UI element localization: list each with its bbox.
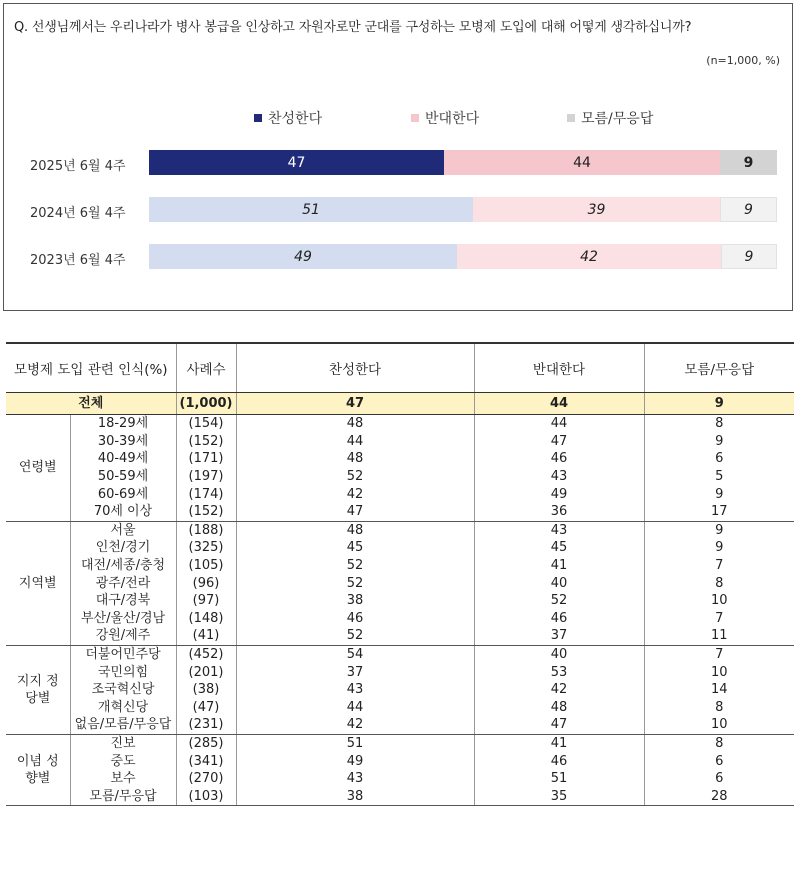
row-agree: 38 [236, 787, 474, 805]
row-oppose: 41 [474, 557, 644, 575]
row-label: 18-29세 [70, 415, 176, 433]
row-n: (174) [176, 485, 236, 503]
row-oppose: 49 [474, 485, 644, 503]
row-unknown: 8 [715, 699, 724, 715]
row-n: (201) [176, 663, 236, 681]
row-unknown: 14 [710, 682, 728, 698]
row-oppose: 45 [474, 539, 644, 557]
row-label: 부산/울산/경남 [70, 610, 176, 628]
row-n: (231) [176, 716, 236, 734]
bar-segment-oppose: 44 [444, 150, 720, 175]
row-unknown: 9 [715, 540, 724, 556]
row-agree: 43 [236, 681, 474, 699]
row-oppose: 41 [474, 734, 644, 752]
legend-item-oppose [411, 108, 479, 128]
table-row [6, 468, 794, 486]
row-oppose: 46 [474, 610, 644, 628]
row-unknown: 6 [715, 753, 724, 769]
table-row [6, 415, 794, 433]
row-unknown: 7 [715, 647, 724, 663]
row-agree: 48 [236, 415, 474, 433]
legend-item-agree [254, 108, 322, 128]
row-agree: 38 [236, 592, 474, 610]
row-agree: 44 [236, 699, 474, 717]
row-oppose: 40 [474, 574, 644, 592]
header-n: 사례수 [176, 343, 236, 393]
row-agree: 52 [236, 468, 474, 486]
row-unknown: 17 [644, 503, 794, 521]
row-label: 70세 이상 [70, 503, 176, 521]
total-agree: 47 [236, 393, 474, 415]
row-agree: 52 [236, 574, 474, 592]
row-unknown: 8 [715, 735, 724, 751]
row-n: (270) [176, 770, 236, 788]
row-label: 인천/경기 [70, 539, 176, 557]
table-row [6, 557, 794, 575]
question-text: Q. 선생님께서는 우리나라가 병사 봉급을 인상하고 자원자로만 군대를 구성하는 모병제 도입에 대해 어떻게 생각하십니까? [14, 20, 692, 35]
group-label: 지역별 [6, 521, 70, 645]
row-unknown: 11 [644, 627, 794, 645]
row-oppose: 53 [474, 663, 644, 681]
row-agree: 51 [236, 734, 474, 752]
table-row [6, 627, 794, 645]
row-agree: 54 [236, 645, 474, 663]
row-unknown: 6 [715, 451, 724, 467]
row-label: 중도 [70, 752, 176, 770]
bar-segment-unknown: 9 [721, 244, 777, 269]
row-agree: 42 [236, 716, 474, 734]
header-category: 모병제 도입 관련 인식(%) [6, 343, 176, 393]
row-label: 광주/전라 [70, 574, 176, 592]
row-label: 개혁신당 [70, 699, 176, 717]
row-label: 대전/세종/충청 [70, 557, 176, 575]
row-n: (105) [176, 557, 236, 575]
row-unknown: 9 [715, 433, 724, 449]
row-oppose: 48 [474, 699, 644, 717]
legend-label-oppose: 반대한다 [425, 111, 480, 127]
row-n: (285) [176, 734, 236, 752]
row-label: 서울 [70, 521, 176, 539]
row-unknown: 5 [715, 469, 724, 485]
table-row [6, 574, 794, 592]
row-oppose: 37 [474, 627, 644, 645]
legend-swatch-agree [254, 114, 262, 122]
row-unknown: 6 [715, 771, 724, 787]
table-row [6, 681, 794, 699]
group-label: 지지 정당별 [6, 645, 70, 734]
bar-category-label: 2023년 6월 4주 [30, 253, 126, 268]
table-row [6, 770, 794, 788]
row-oppose: 47 [474, 716, 644, 734]
row-oppose: 35 [474, 787, 644, 805]
bar-segment-oppose: 39 [473, 197, 720, 222]
row-unknown: 10 [644, 716, 794, 734]
table-row [6, 645, 794, 663]
row-unknown: 9 [715, 522, 724, 538]
row-oppose: 52 [474, 592, 644, 610]
table-row [6, 521, 794, 539]
row-label: 국민의힘 [70, 663, 176, 681]
row-agree: 47 [236, 503, 474, 521]
row-n: (148) [176, 610, 236, 628]
row-n: (103) [176, 787, 236, 805]
row-oppose: 42 [474, 681, 644, 699]
total-label: 전체 [6, 393, 176, 415]
group-label: 연령별 [6, 415, 70, 522]
table-row [6, 787, 794, 805]
row-oppose: 40 [474, 645, 644, 663]
total-n: (1,000) [176, 393, 236, 415]
row-oppose: 46 [474, 450, 644, 468]
row-unknown: 8 [715, 575, 724, 591]
header-unknown: 모름/무응답 [644, 343, 794, 393]
row-agree: 48 [236, 450, 474, 468]
row-label: 진보 [70, 734, 176, 752]
unit-note: (n=1,000, %) [706, 54, 780, 67]
row-unknown: 10 [710, 664, 728, 680]
row-n: (47) [176, 699, 236, 717]
row-n: (97) [176, 592, 236, 610]
row-oppose: 44 [474, 415, 644, 433]
table-row [6, 450, 794, 468]
table-row [6, 592, 794, 610]
legend-label-agree: 찬성한다 [268, 111, 323, 127]
row-n: (325) [176, 539, 236, 557]
bar-segment-unknown: 9 [720, 150, 777, 175]
table-row [6, 716, 794, 734]
row-n: (38) [176, 681, 236, 699]
table-row [6, 663, 794, 681]
row-agree: 44 [236, 433, 474, 451]
row-unknown: 10 [710, 593, 728, 609]
row-n: (41) [176, 627, 236, 645]
bar-segment-agree: 51 [149, 197, 473, 222]
row-unknown: 9 [715, 486, 724, 502]
row-label: 강원/제주 [70, 627, 176, 645]
group-label: 이념 성향별 [6, 734, 70, 805]
table-row [6, 752, 794, 770]
bar-segment-agree: 47 [149, 150, 444, 175]
table-header-row [6, 343, 794, 393]
legend [4, 108, 792, 128]
row-agree: 48 [236, 521, 474, 539]
bar-category-label: 2024년 6월 4주 [30, 206, 126, 221]
row-unknown: 7 [715, 558, 724, 574]
bar-segment-unknown: 9 [720, 197, 777, 222]
bar-category-label: 2025년 6월 4주 [30, 159, 126, 174]
header-oppose: 반대한다 [474, 343, 644, 393]
row-oppose: 43 [474, 468, 644, 486]
row-agree: 52 [236, 557, 474, 575]
row-agree: 49 [236, 752, 474, 770]
row-label: 모름/무응답 [70, 787, 176, 805]
row-label: 50-59세 [70, 468, 176, 486]
row-oppose: 36 [474, 503, 644, 521]
row-agree: 37 [236, 663, 474, 681]
row-label: 대구/경북 [70, 592, 176, 610]
results-table [6, 342, 794, 806]
header-agree: 찬성한다 [236, 343, 474, 393]
legend-swatch-unknown [567, 114, 575, 122]
table-row [6, 433, 794, 451]
legend-item-unknown [567, 108, 653, 128]
row-oppose: 43 [474, 521, 644, 539]
row-n: (452) [176, 645, 236, 663]
row-label: 보수 [70, 770, 176, 788]
row-n: (197) [176, 468, 236, 486]
row-agree: 45 [236, 539, 474, 557]
bar-segment-agree: 49 [149, 244, 457, 269]
row-unknown: 7 [715, 610, 724, 626]
row-n: (188) [176, 521, 236, 539]
total-unknown: 9 [644, 393, 794, 415]
row-agree: 42 [236, 485, 474, 503]
row-label: 더불어민주당 [70, 645, 176, 663]
table-row [6, 539, 794, 557]
row-agree: 43 [236, 770, 474, 788]
row-oppose: 47 [474, 433, 644, 451]
legend-swatch-oppose [411, 114, 419, 122]
row-n: (96) [176, 574, 236, 592]
table-row [6, 699, 794, 717]
row-n: (152) [176, 433, 236, 451]
row-unknown: 28 [644, 787, 794, 805]
row-oppose: 46 [474, 752, 644, 770]
row-n: (154) [176, 415, 236, 433]
row-n: (171) [176, 450, 236, 468]
row-unknown: 8 [715, 416, 724, 432]
chart-panel [3, 3, 793, 311]
legend-label-unknown: 모름/무응답 [581, 111, 654, 127]
row-n: (152) [176, 503, 236, 521]
table-row [6, 734, 794, 752]
table-row [6, 610, 794, 628]
table-row [6, 485, 794, 503]
row-label: 40-49세 [70, 450, 176, 468]
row-label: 조국혁신당 [70, 681, 176, 699]
table-row [6, 503, 794, 521]
table-row-total [6, 393, 794, 415]
row-label: 60-69세 [70, 485, 176, 503]
row-agree: 52 [236, 627, 474, 645]
row-oppose: 51 [474, 770, 644, 788]
row-label: 없음/모름/무응답 [70, 716, 176, 734]
row-n: (341) [176, 752, 236, 770]
total-oppose: 44 [474, 393, 644, 415]
row-agree: 46 [236, 610, 474, 628]
bar-segment-oppose: 42 [457, 244, 721, 269]
row-label: 30-39세 [70, 433, 176, 451]
